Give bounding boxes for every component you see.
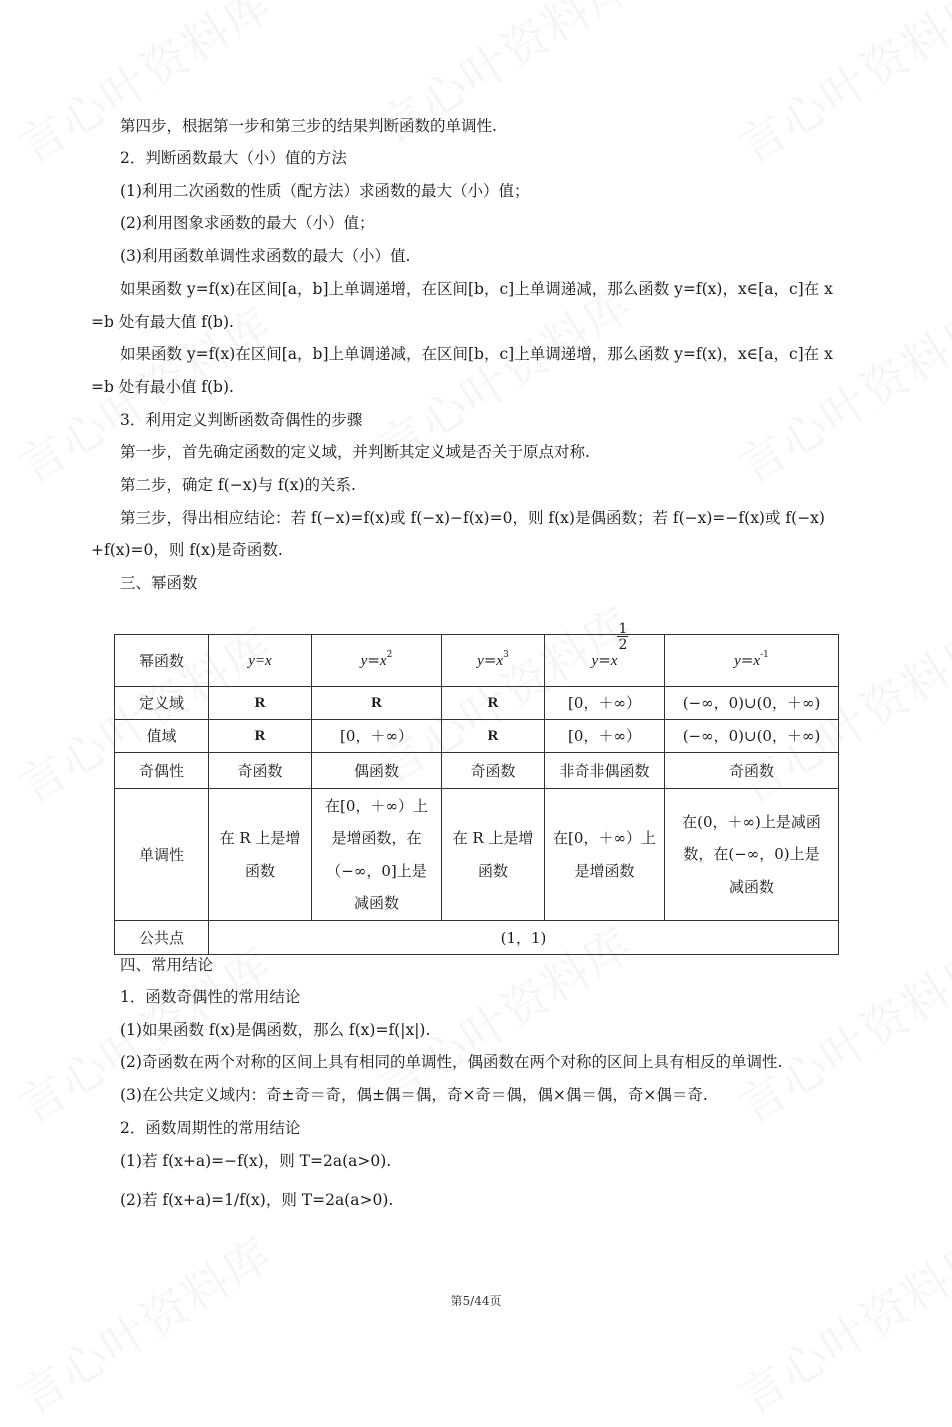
parity-conclusion-2: (2)奇函数在两个对称的区间上具有相同的单调性，偶函数在两个对称的区间上具有相反的单调性.	[120, 1053, 783, 1071]
extremum-heading: 2．判断函数最大（小）值的方法	[120, 149, 347, 167]
parity-step3-line1: 第三步，得出相应结论：若 f(−x)=f(x)或 f(−x)−f(x)=0，则 f(x)是偶函数；若 f(−x)=−f(x)或 f(−x)	[120, 509, 825, 527]
table-row-common-point	[115, 921, 839, 955]
watermark	[724, 1219, 952, 1427]
parity-conclusion-1: (1)如果函数 f(x)是偶函数，那么 f(x)=f(|x|).	[120, 1021, 431, 1039]
extremum-method-1: (1)利用二次函数的性质（配方法）求函数的最大（小）值；	[120, 182, 530, 200]
cell-mono-x3: 在 R 上是增 函数	[442, 789, 545, 921]
row-header-monotonicity: 单调性	[115, 789, 209, 921]
watermark	[724, 289, 952, 498]
cell-parity-x-half: 非奇非偶函数	[545, 753, 665, 789]
cell-domain-x3: R	[442, 687, 545, 720]
cell-domain-x-half: [0，＋∞）	[545, 687, 665, 720]
parity-heading: 3．利用定义判断函数奇偶性的步骤	[120, 411, 363, 429]
cell-mono-x-half: 在[0，＋∞）上 是增函数	[545, 789, 665, 921]
page-number: 第5/44页	[450, 1294, 502, 1308]
power-functions-heading: 三、幂函数	[120, 574, 198, 592]
cell-domain-x-neg1: (−∞，0)∪(0，＋∞)	[665, 687, 839, 720]
max-paragraph-line1: 如果函数 y=f(x)在区间[a，b]上单调递增，在区间[b，c]上单调递减，那么函数 y=f(x)，x∈[a，c]在 x	[120, 280, 833, 298]
cell-mono-x2: 在[0，＋∞）上 是增函数，在 （−∞，0]上是 减函数	[312, 789, 442, 921]
table-row-function	[115, 635, 839, 687]
cell-parity-x: 奇函数	[209, 753, 312, 789]
cell-parity-x2: 偶函数	[312, 753, 442, 789]
watermark	[724, 929, 952, 1138]
parity-step1: 第一步，首先确定函数的定义域，并判断其定义域是否关于原点对称.	[120, 443, 590, 461]
cell-mono-x-neg1: 在(0，＋∞)上是减函 数，在(−∞，0)上是 减函数	[665, 789, 839, 921]
row-header-common-point: 公共点	[115, 921, 209, 955]
cell-mono-x: 在 R 上是增 函数	[209, 789, 312, 921]
parity-step2: 第二步，确定 f(−x)与 f(x)的关系.	[120, 476, 356, 494]
cell-range-x2: [0，＋∞）	[312, 720, 442, 753]
cell-range-x-neg1: (−∞，0)∪(0，＋∞)	[665, 720, 839, 753]
period-conclusions-heading: 2．函数周期性的常用结论	[120, 1119, 301, 1137]
cell-func-x-neg1: $y=x^{-1}$	[665, 635, 839, 687]
conclusions-heading: 四、常用结论	[120, 956, 214, 974]
row-header-range: 值域	[115, 720, 209, 753]
cell-domain-x: R	[209, 687, 312, 720]
period-conclusion-1: (1)若 f(x+a)=−f(x)，则 T=2a(a>0).	[120, 1152, 392, 1170]
extremum-method-3: (3)利用函数单调性求函数的最大（小）值.	[120, 247, 411, 265]
power-function-table	[114, 621, 839, 955]
row-header-domain: 定义域	[115, 687, 209, 720]
cell-domain-x2: R	[312, 687, 442, 720]
cell-parity-x3: 奇函数	[442, 753, 545, 789]
max-paragraph-line2: =b 处有最大值 f(b).	[91, 313, 234, 331]
cell-common-point: (1，1)	[209, 921, 839, 955]
monotonic-step4: 第四步，根据第一步和第三步的结果判断函数的单调性.	[120, 117, 497, 135]
cell-func-x: y=x	[209, 635, 312, 687]
min-paragraph-line2: =b 处有最小值 f(b).	[91, 378, 234, 396]
row-header-parity: 奇偶性	[115, 753, 209, 789]
cell-range-x-half: [0，＋∞）	[545, 720, 665, 753]
parity-conclusion-3: (3)在公共定义域内：奇±奇＝奇，偶±偶＝偶，奇×奇＝偶，偶×偶＝偶，奇×偶＝奇.	[120, 1086, 708, 1104]
extremum-method-2: (2)利用图象求函数的最大（小）值；	[120, 214, 375, 232]
table-row-range	[115, 720, 839, 753]
table-row-monotonicity	[115, 789, 839, 921]
watermark	[724, 0, 952, 177]
min-paragraph-line1: 如果函数 y=f(x)在区间[a，b]上单调递减，在区间[b，c]上单调递增，那么函数 y=f(x)，x∈[a，c]在 x	[120, 345, 833, 363]
cell-range-x: R	[209, 720, 312, 753]
cell-func-x2: $y=x^2$	[312, 635, 442, 687]
period-conclusion-2: (2)若 f(x+a)=1/f(x)，则 T=2a(a>0).	[120, 1191, 394, 1209]
watermark	[4, 1219, 283, 1427]
cell-parity-x-neg1: 奇函数	[665, 753, 839, 789]
table-row-parity	[115, 753, 839, 789]
cell-func-x3: $y=x^3$	[442, 635, 545, 687]
cell-func-x-half: y=x 1 2	[545, 635, 665, 687]
cell-range-x3: R	[442, 720, 545, 753]
parity-conclusions-heading: 1．函数奇偶性的常用结论	[120, 988, 301, 1006]
table-row-domain	[115, 687, 839, 720]
row-header-function: 幂函数	[115, 635, 209, 687]
parity-step3-line2: +f(x)=0，则 f(x)是奇函数.	[91, 541, 283, 559]
